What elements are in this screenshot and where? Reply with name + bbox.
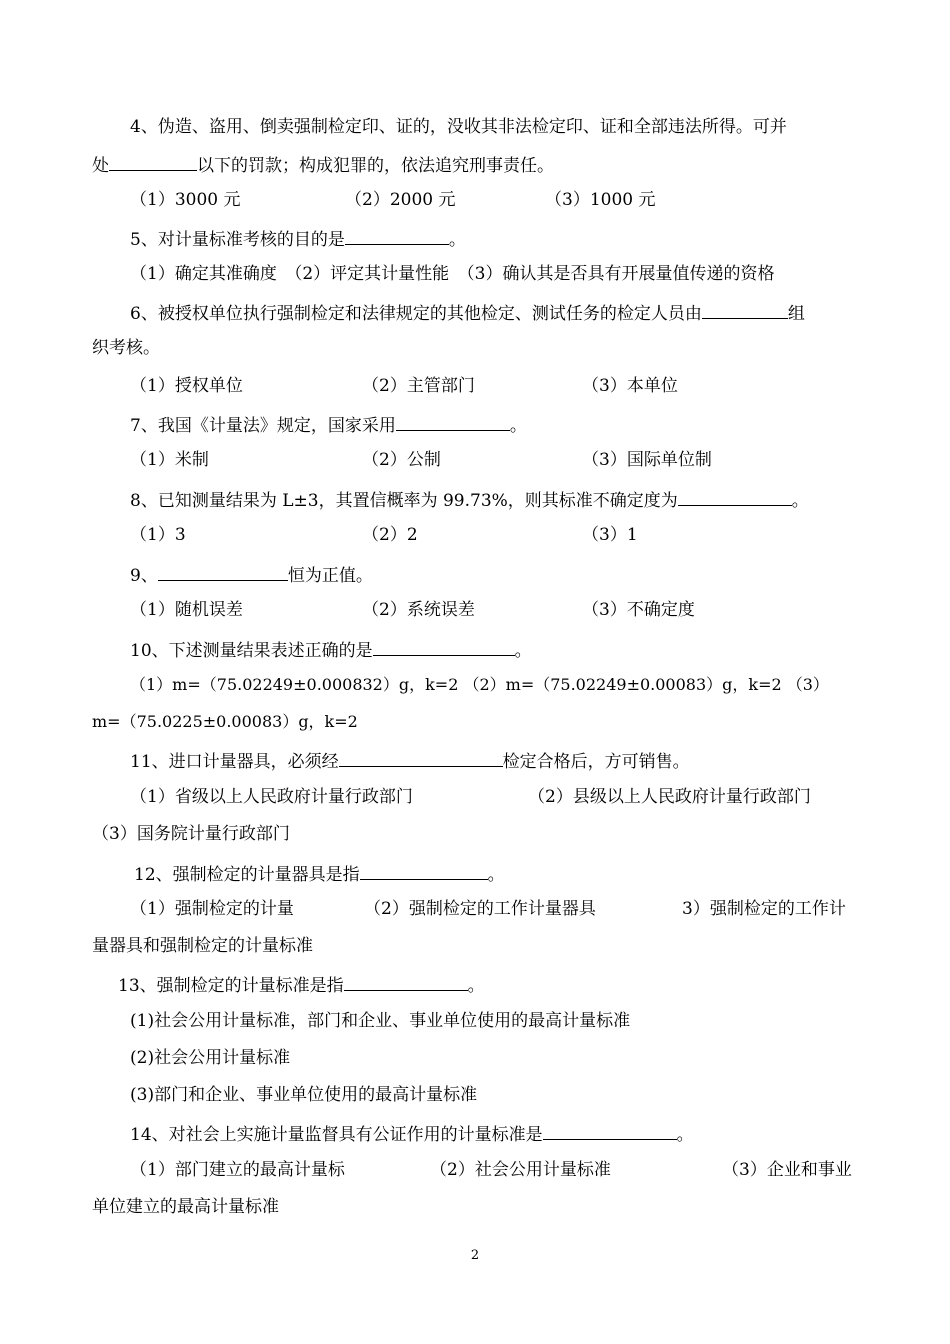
q14-option-3: （3）企业和事业: [722, 1160, 852, 1180]
q14-question: [130, 1121, 694, 1146]
q4-line1: 4、伪造、盗用、倒卖强制检定印、证的，没收其非法检定印、证和全部违法所得。可并: [130, 117, 787, 137]
q7-option-3: （3）国际单位制: [582, 450, 712, 470]
q10-options-line1: （1）m=（75.02249±0.000832）g，k=2 （2）m=（75.02249±0.00083）g，k=2 （3）: [130, 675, 829, 694]
q12-line2: 量器具和强制检定的计量标准: [92, 936, 313, 956]
q5-options: （1）确定其准确度 （2）评定其计量性能 （3）确认其是否具有开展量值传递的资格: [130, 264, 775, 284]
q6-pre: 6、被授权单位执行强制检定和法律规定的其他检定、测试任务的检定人员由: [130, 304, 702, 324]
q11-option-1: （1）省级以上人民政府计量行政部门: [130, 787, 413, 807]
q12-option-3: 3）强制检定的工作计: [682, 899, 846, 919]
q9-pre: 9、: [130, 566, 158, 586]
q13-question: [118, 972, 485, 997]
q13-answer-blank[interactable]: [344, 972, 468, 991]
q11-answer-blank[interactable]: [339, 748, 503, 767]
q6-post: 组: [787, 304, 805, 324]
q6-line2: 织考核。: [92, 338, 160, 358]
q13-post: 。: [467, 976, 485, 996]
q4-line2-pre: 处: [92, 156, 109, 176]
q5-answer-blank[interactable]: [345, 226, 449, 245]
q12-post: 。: [487, 865, 505, 885]
q6-option-1: （1）授权单位: [130, 376, 243, 396]
q8-post: 。: [791, 491, 809, 511]
q5-pre: 5、对计量标准考核的目的是: [130, 230, 345, 250]
q8-answer-blank[interactable]: [678, 487, 792, 506]
q12-option-2: （2）强制检定的工作计量器具: [364, 899, 596, 919]
q10-post: 。: [514, 641, 532, 661]
q13-option-1: (1)社会公用计量标准，部门和企业、事业单位使用的最高计量标准: [130, 1011, 631, 1031]
q12-answer-blank[interactable]: [360, 861, 488, 880]
page-number: 2: [470, 1248, 480, 1263]
q14-option-2: （2）社会公用计量标准: [430, 1160, 611, 1180]
q12-pre: 12、强制检定的计量器具是指: [134, 865, 360, 885]
q14-post: 。: [676, 1125, 694, 1145]
q10-pre: 10、下述测量结果表述正确的是: [130, 641, 373, 661]
q6-option-3: （3）本单位: [582, 376, 678, 396]
q11-pre: 11、进口计量器具，必须经: [130, 752, 339, 772]
q4-option-1: （1）3000 元: [130, 190, 241, 210]
q7-question: [130, 412, 527, 437]
q9-post: 恒为正值。: [287, 566, 373, 586]
q11-option-3: （3）国务院计量行政部门: [92, 824, 290, 844]
q9-option-3: （3）不确定度: [582, 600, 695, 620]
q11-question: [130, 748, 690, 773]
q11-option-2: （2）县级以上人民政府计量行政部门: [528, 787, 811, 807]
q13-pre: 13、强制检定的计量标准是指: [118, 976, 344, 996]
q9-question: [130, 562, 373, 587]
q8-pre: 8、已知测量结果为 L±3，其置信概率为 99.73%，则其标准不确定度为: [130, 491, 678, 511]
q13-option-3: (3)部门和企业、事业单位使用的最高计量标准: [130, 1085, 478, 1105]
q10-options-line2: m=（75.0225±0.00083）g，k=2: [92, 712, 358, 731]
q7-pre: 7、我国《计量法》规定，国家采用: [130, 416, 396, 436]
q12-option-1: （1）强制检定的计量: [130, 899, 294, 919]
q9-answer-blank[interactable]: [158, 562, 288, 581]
q5-question: [130, 226, 466, 251]
q7-post: 。: [509, 416, 527, 436]
q7-answer-blank[interactable]: [396, 412, 510, 431]
q10-answer-blank[interactable]: [373, 637, 515, 656]
q7-option-2: （2）公制: [362, 450, 441, 470]
q7-option-1: （1）米制: [130, 450, 209, 470]
q13-option-2: (2)社会公用计量标准: [130, 1048, 291, 1068]
q8-option-1: （1）3: [130, 525, 186, 545]
q9-option-2: （2）系统误差: [362, 600, 475, 620]
q4-line2-post: 以下的罚款；构成犯罪的，依法追究刑事责任。: [197, 156, 554, 176]
q4-option-3: （3）1000 元: [545, 190, 656, 210]
q8-question: [130, 487, 809, 512]
q14-answer-blank[interactable]: [543, 1121, 677, 1140]
q9-option-1: （1）随机误差: [130, 600, 243, 620]
q4-option-2: （2）2000 元: [345, 190, 456, 210]
q14-line2: 单位建立的最高计量标准: [92, 1197, 279, 1217]
q10-question: [130, 637, 532, 662]
q8-option-3: （3）1: [582, 525, 638, 545]
q5-post: 。: [448, 230, 466, 250]
q4-line2: [92, 152, 554, 177]
q12-question: [134, 861, 505, 886]
q14-option-1: （1）部门建立的最高计量标: [130, 1160, 345, 1180]
q4-answer-blank[interactable]: [109, 152, 197, 171]
q6-answer-blank[interactable]: [702, 300, 788, 319]
q6-question: [130, 300, 805, 325]
q11-post: 检定合格后，方可销售。: [502, 752, 690, 772]
q8-option-2: （2）2: [362, 525, 418, 545]
q6-option-2: （2）主管部门: [362, 376, 475, 396]
q14-pre: 14、对社会上实施计量监督具有公证作用的计量标准是: [130, 1125, 543, 1145]
